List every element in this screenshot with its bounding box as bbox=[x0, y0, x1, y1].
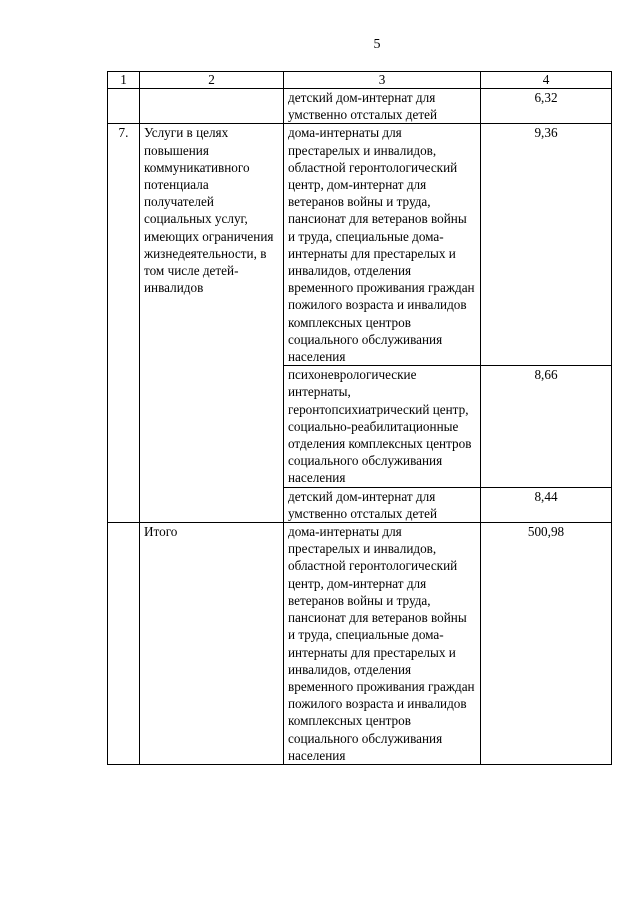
header-cell-3: 3 bbox=[284, 72, 481, 89]
table-row-total bbox=[108, 523, 612, 765]
value-cell: 8,66 bbox=[481, 366, 612, 487]
header-cell-4: 4 bbox=[481, 72, 612, 89]
table-row bbox=[108, 124, 612, 366]
header-cell-2: 2 bbox=[140, 72, 284, 89]
institution-cell: детский дом-интернат для умственно отсталых детей bbox=[284, 487, 481, 522]
institution-cell: психоневрологические интернаты, геронтопсихиатрический центр, социально-реабилитационные отделения комплексных центров социального обслуживания населения bbox=[284, 366, 481, 487]
table-row bbox=[108, 89, 612, 124]
tariff-table bbox=[107, 71, 612, 765]
row-number-cell bbox=[108, 523, 140, 765]
total-label-cell: Итого bbox=[140, 523, 284, 765]
service-name-cell: Услуги в целях повышения коммуникативного потенциала получателей социальных услуг, имеющих ограничения жизнедеятельности, в том числе детей-инвалидов bbox=[140, 124, 284, 523]
header-cell-1: 1 bbox=[108, 72, 140, 89]
page-number: 5 bbox=[373, 37, 381, 52]
row-number-cell: 7. bbox=[108, 124, 140, 523]
row-number-cell bbox=[108, 89, 140, 124]
table-header-row bbox=[108, 72, 612, 89]
institution-cell: дома-интернаты для престарелых и инвалидов, областной геронтологический центр, дом-интернат для ветеранов войны и труда, пансионат для ветеранов войны и труда, специальные дома-интернаты для престарелых и инвалидов, отделения временного проживания граждан пожилого возраста и инвалидов комплексных центров социального обслуживания населения bbox=[284, 124, 481, 366]
institution-cell: дома-интернаты для престарелых и инвалидов, областной геронтологический центр, дом-интернат для ветеранов войны и труда, пансионат для ветеранов войны и труда, специальные дома-интернаты для престарелых и инвалидов, отделения временного проживания граждан пожилого возраста и инвалидов комплексных центров социального обслуживания населения bbox=[284, 523, 481, 765]
value-cell: 8,44 bbox=[481, 487, 612, 522]
value-cell: 6,32 bbox=[481, 89, 612, 124]
service-name-cell bbox=[140, 89, 284, 124]
institution-cell: детский дом-интернат для умственно отсталых детей bbox=[284, 89, 481, 124]
total-value-cell: 500,98 bbox=[481, 523, 612, 765]
value-cell: 9,36 bbox=[481, 124, 612, 366]
